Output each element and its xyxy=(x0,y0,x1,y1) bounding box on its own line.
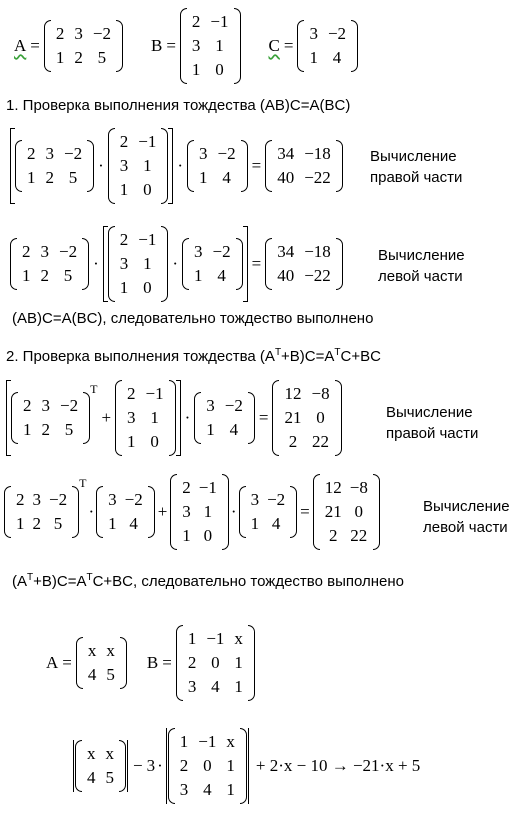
matrix-entry: 2 xyxy=(23,396,32,415)
matrix-entry: 1 xyxy=(55,48,65,67)
matrix-entry: 0 xyxy=(354,502,364,521)
section2-right-label: Вычисление правой части xyxy=(386,404,479,442)
matrix-entry: 2 xyxy=(22,242,31,261)
matrix-a2 xyxy=(76,637,127,689)
matrix-entry: 1 xyxy=(143,254,152,273)
section1-right-equation: 2 3 −2 1 2 5 · 2 −1 3 1 1 0 · 3 −2 1 4 = 34 −18 40 −22 xyxy=(10,128,343,204)
matrix-entry: 1 xyxy=(150,408,159,427)
matrix-entry: 2 xyxy=(55,24,65,43)
bracket-group: 2 3 −2 1 2 5 · 2 −1 3 1 1 0 xyxy=(10,128,173,204)
matrix-entry: 1 xyxy=(182,526,191,545)
equals-sign: = xyxy=(30,36,40,55)
matrix-entry: 1 xyxy=(119,180,129,199)
matrix-entry: −2 xyxy=(217,144,236,163)
section3-definitions: A = x x 4 5 B = 1 −1 x 2 0 1 3 4 1 xyxy=(46,625,255,701)
matrix-b-label: B xyxy=(150,36,163,55)
matrix-entry: 0 xyxy=(203,756,212,775)
matrix-c-label: C xyxy=(268,36,280,55)
matrix-entry: 4 xyxy=(211,677,220,696)
matrix-entry: 3 xyxy=(45,144,54,163)
matrix-entry: −2 xyxy=(212,242,231,261)
section1-left-equation: 2 3 −2 1 2 5 · 2 −1 3 1 1 0 · 3 −2 1 4 = 34 −18 40 −22 xyxy=(10,226,343,302)
matrix-entry: 2 xyxy=(16,490,25,509)
matrix-entry: 1 xyxy=(143,156,152,175)
matrix-entry: 12 xyxy=(284,384,302,403)
matrix-entry: 5 xyxy=(63,266,73,285)
expression-tail: + 2·x − 10 → −21·x + 5 xyxy=(255,756,421,775)
matrix-entry: 3 xyxy=(191,36,201,55)
matrix-entry: 21 xyxy=(324,502,342,521)
matrix-entry: 1 xyxy=(199,168,208,187)
matrix-entry: 4 xyxy=(222,168,231,187)
matrix-c xyxy=(297,20,358,72)
matrix-entry: 1 xyxy=(206,420,215,439)
matrix-entry: 1 xyxy=(234,677,243,696)
matrix-entry: 2 xyxy=(179,756,189,775)
section1-result-right xyxy=(265,140,343,192)
matrix-entry: x xyxy=(87,641,97,660)
matrix-a xyxy=(44,20,123,72)
matrix-entry: −2 xyxy=(267,490,286,509)
matrix-entry: 22 xyxy=(350,526,368,545)
matrix-entry: 2 xyxy=(27,144,36,163)
matrix-entry: 3 xyxy=(108,490,117,509)
matrix-entry: −1 xyxy=(198,478,217,497)
matrix-entry: 3 xyxy=(199,144,208,163)
matrix-entry: 4 xyxy=(129,514,138,533)
matrix-entry: −1 xyxy=(138,132,157,151)
matrix-entry: 34 xyxy=(277,144,295,163)
matrix-entry: −2 xyxy=(60,396,79,415)
matrix-entry: 5 xyxy=(64,420,74,439)
matrix-a2-label: A xyxy=(46,653,59,672)
section1-conclusion: (AB)C=A(BC), следовательно тождество выполнено xyxy=(12,310,374,327)
section1-left-label: Вычисление левой части xyxy=(378,247,465,285)
matrix-b2 xyxy=(176,625,255,701)
matrix-entry: 5 xyxy=(97,48,107,67)
matrix-entry: 3 xyxy=(187,677,197,696)
matrix-entry: 2 xyxy=(187,653,197,672)
matrix-entry: 5 xyxy=(106,665,115,684)
matrix-entry: 1 xyxy=(309,48,318,67)
matrix-entry: 1 xyxy=(127,432,136,451)
matrix-entry: x xyxy=(106,641,115,660)
matrix-entry: 1 xyxy=(16,514,25,533)
matrix-entry: 2 xyxy=(74,48,83,67)
matrix-entry: 4 xyxy=(87,665,97,684)
matrix-entry: 0 xyxy=(215,60,224,79)
matrix-entry: 2 xyxy=(45,168,54,187)
matrix-entry: 2 xyxy=(32,514,41,533)
matrix-entry: 3 xyxy=(74,24,83,43)
matrix-entry: 1 xyxy=(203,502,213,521)
matrix-b2-label: B xyxy=(146,653,159,672)
matrix-entry: 1 xyxy=(27,168,36,187)
matrix-entry: 0 xyxy=(203,526,213,545)
matrix-entry: 0 xyxy=(143,180,152,199)
matrix-entry: x xyxy=(87,744,96,763)
matrix-entry: x xyxy=(105,744,114,763)
section2-right-equation: 2 3 −2 1 2 5 T + 2 −1 3 1 1 0 · 3 −2 1 4 = 12 −8 21 0 2 22 xyxy=(6,380,342,456)
matrix-entry: −8 xyxy=(349,478,368,497)
matrix-entry: −2 xyxy=(59,242,78,261)
matrix-entry: −2 xyxy=(327,24,347,43)
matrix-entry: 2 xyxy=(329,526,338,545)
matrix-entry: −18 xyxy=(304,242,331,261)
matrix-entry: 1 xyxy=(23,420,32,439)
matrix-entry: 0 xyxy=(316,408,325,427)
section2-result-right xyxy=(272,380,341,456)
section2-result-left xyxy=(313,474,380,550)
matrix-entry: 2 xyxy=(119,132,129,151)
matrix-entry: 3 xyxy=(182,502,191,521)
matrix-entry: 21 xyxy=(284,408,302,427)
matrix-entry: 4 xyxy=(229,420,239,439)
matrix-entry: 4 xyxy=(203,780,212,799)
top-definitions xyxy=(14,8,358,84)
matrix-entry: 3 xyxy=(40,242,49,261)
matrix-entry: 1 xyxy=(226,780,235,799)
matrix-entry: 1 xyxy=(234,653,243,672)
matrix-entry: 3 xyxy=(32,490,41,509)
equals-sign: = xyxy=(283,36,294,55)
matrix-entry: 4 xyxy=(87,768,96,787)
matrix-entry: 1 xyxy=(215,36,224,55)
matrix-entry: −18 xyxy=(304,144,331,163)
section2-heading: 2. Проверка выполнения тождества $(A^T+B)C=A^TC+BC$ xyxy=(6,347,381,365)
section2-left-label: Вычисление левой части xyxy=(423,498,510,536)
matrix-entry: 3 xyxy=(250,490,260,509)
section2-left-equation: 2 3 −2 1 2 5 T · 3 −2 1 4 + 2 −1 3 1 1 0 · 3 −2 1 4 = 12 −8 21 0 2 22 xyxy=(4,474,380,550)
matrix-entry: 4 xyxy=(332,48,342,67)
matrix-entry: −2 xyxy=(64,144,83,163)
matrix-entry: −2 xyxy=(92,24,111,43)
matrix-entry: −1 xyxy=(145,384,164,403)
matrix-entry: 1 xyxy=(179,732,189,751)
matrix-entry: 5 xyxy=(105,768,114,787)
matrix-a-label: A xyxy=(14,36,27,55)
section2-conclusion: $(A^T+B)C=A^TC+BC$, следовательно тождество выполнено xyxy=(12,572,404,590)
section1-heading: 1. Проверка выполнения тождества (AB)C=A(BC) xyxy=(6,97,351,114)
matrix-entry: 1 xyxy=(194,266,203,285)
matrix-entry: 2 xyxy=(182,478,191,497)
matrix-entry: 3 xyxy=(179,780,189,799)
matrix-entry: 5 xyxy=(53,514,63,533)
matrix-entry: 3 xyxy=(309,24,318,43)
matrix-entry: 3 xyxy=(206,396,215,415)
matrix-entry: 1 xyxy=(108,514,117,533)
matrix-entry: 40 xyxy=(277,168,295,187)
matrix-entry: 2 xyxy=(41,420,50,439)
matrix-entry: 3 xyxy=(127,408,136,427)
matrix-entry: 0 xyxy=(211,653,220,672)
matrix-entry: 5 xyxy=(68,168,78,187)
matrix-entry: 3 xyxy=(41,396,50,415)
matrix-entry: −1 xyxy=(210,12,229,31)
matrix-entry: 22 xyxy=(312,432,330,451)
matrix-entry: 1 xyxy=(191,60,201,79)
matrix-entry: 2 xyxy=(288,432,298,451)
matrix-entry: −22 xyxy=(304,168,331,187)
equals-sign: = xyxy=(166,36,176,55)
matrix-entry: 34 xyxy=(277,242,295,261)
matrix-entry: 2 xyxy=(40,266,49,285)
matrix-entry: 1 xyxy=(250,514,260,533)
matrix-b xyxy=(180,8,241,84)
matrix-entry: −1 xyxy=(198,732,217,751)
matrix-entry: 2 xyxy=(119,230,129,249)
matrix-entry: 4 xyxy=(217,266,226,285)
matrix-entry: 1 xyxy=(22,266,31,285)
matrix-entry: −2 xyxy=(224,396,243,415)
section1-right-label: Вычисление правой части xyxy=(370,148,463,186)
matrix-entry: x xyxy=(226,732,235,751)
matrix-entry: 2 xyxy=(127,384,136,403)
matrix-entry: −1 xyxy=(138,230,157,249)
matrix-entry: 3 xyxy=(194,242,203,261)
matrix-entry: 0 xyxy=(150,432,159,451)
matrix-entry: 4 xyxy=(271,514,281,533)
matrix-entry: 3 xyxy=(119,156,129,175)
matrix-entry: −2 xyxy=(124,490,143,509)
matrix-entry: −2 xyxy=(49,490,68,509)
matrix-entry: 1 xyxy=(119,278,129,297)
matrix-entry: 12 xyxy=(324,478,342,497)
matrix-entry: −1 xyxy=(206,629,225,648)
matrix-entry: 1 xyxy=(226,756,235,775)
section1-result-left xyxy=(265,238,343,290)
matrix-entry: x xyxy=(234,629,243,648)
matrix-entry: −22 xyxy=(304,266,331,285)
matrix-entry: 40 xyxy=(277,266,295,285)
matrix-entry: 3 xyxy=(119,254,129,273)
section3-determinant-expression: x x 4 5 − 3 · 1 −1 x 2 0 1 3 4 1 + 2·x − 10 → −21·x + 5 xyxy=(72,728,420,804)
matrix-entry: 0 xyxy=(143,278,152,297)
matrix-entry: −8 xyxy=(311,384,330,403)
matrix-entry: 1 xyxy=(187,629,197,648)
matrix-entry: 2 xyxy=(191,12,201,31)
